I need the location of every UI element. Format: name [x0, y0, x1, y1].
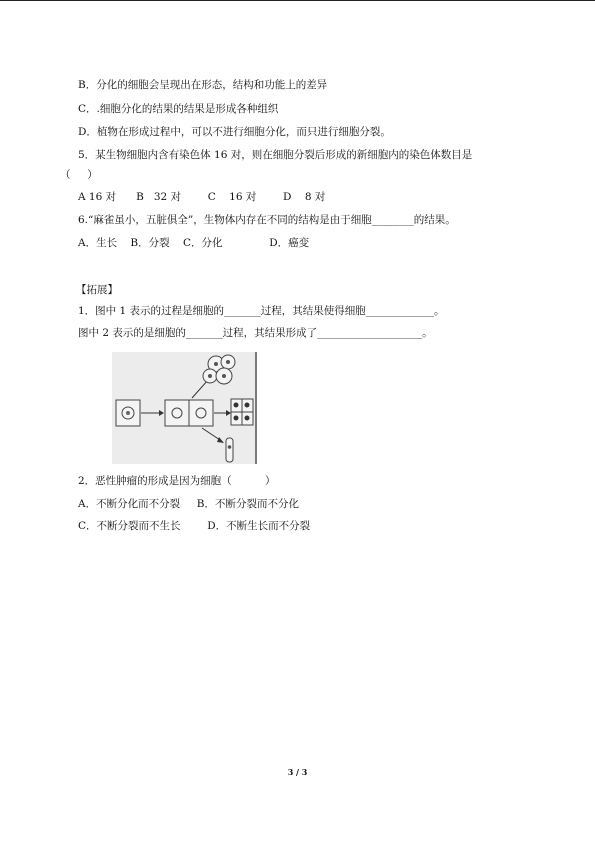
page-top-rule — [0, 0, 595, 1]
extension-q1-line: 1．图中 1 表示的过程是细胞的_______过程，其结果使得细胞_____________。 — [78, 305, 445, 317]
option-c-line: C．.细胞分化的结果的结果是形成各种组织 — [78, 103, 279, 115]
extension-q1-line2: 图中 2 表示的是细胞的_______过程，其结果形成了____________________。 — [78, 327, 433, 339]
section-heading: 【拓展】 — [76, 284, 118, 296]
question-5-paren: （ ） — [60, 169, 98, 181]
extension-q2-options-1: A．不断分化而不分裂 B．不断分裂而不分化 — [78, 498, 299, 510]
option-d-line: D．植物在形成过程中，可以不进行细胞分化，而只进行细胞分裂。 — [78, 126, 391, 138]
cell-division-figure — [112, 352, 257, 464]
page-number: 3 / 3 — [287, 767, 308, 777]
question-5-line: 5．某生物细胞内含有染色体 16 对，则在细胞分裂后形成的新细胞内的染色体数目是 — [78, 149, 473, 161]
question-6-line: 6.“麻雀虽小，五脏俱全”，生物体内存在不同的结构是由于细胞________的结果。 — [78, 214, 456, 226]
question-5-options: A 16 对 B 32 对 C 16 对 D 8 对 — [78, 191, 326, 203]
extension-q2-line: 2．恶性肿瘤的形成是因为细胞（ ） — [78, 475, 276, 487]
extension-q2-options-2: C．不断分裂而不生长 D．不断生长而不分裂 — [78, 520, 311, 532]
question-6-options: A．生长 B．分裂 C．分化 D．癌变 — [78, 237, 310, 249]
option-b-line: B．分化的细胞会呈现出在形态，结构和功能上的差异 — [78, 79, 328, 91]
